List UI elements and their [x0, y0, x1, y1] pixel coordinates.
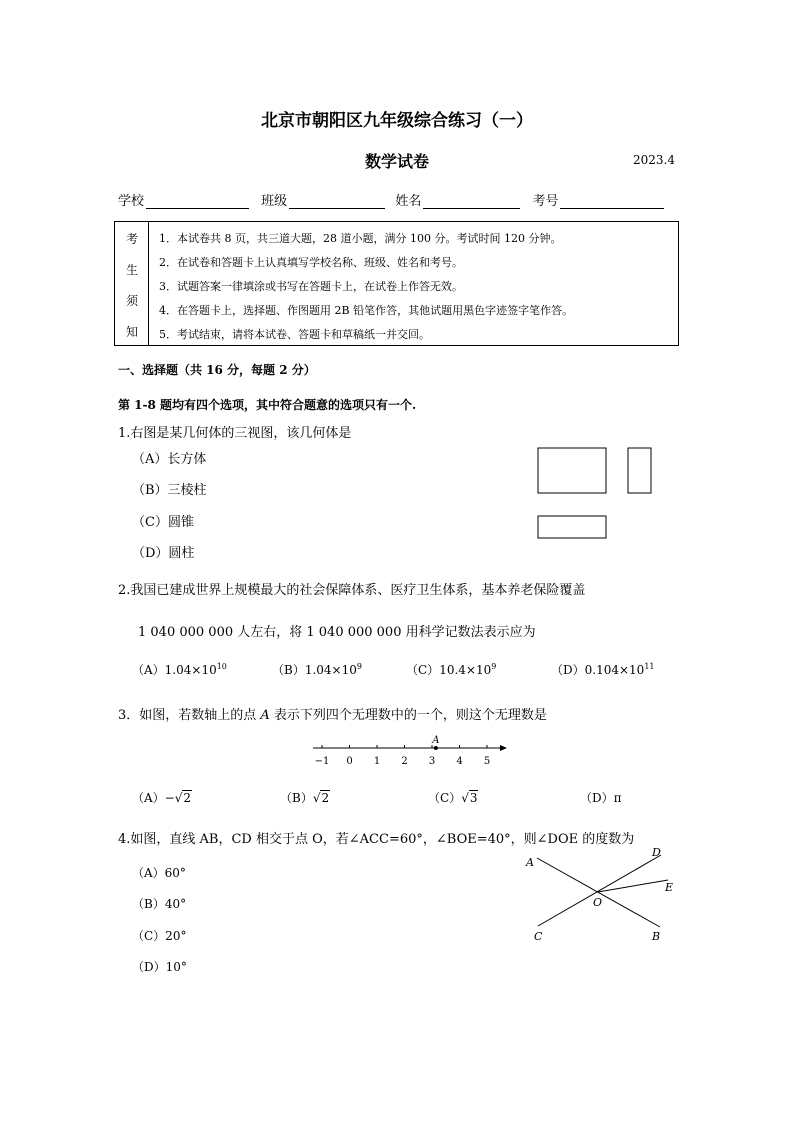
number-line-tick-label: −1: [314, 756, 330, 767]
q3-stem-part: 表示下列四个无理数中的一个，则这个无理数是: [269, 708, 547, 723]
q2-option-exp: 9: [356, 662, 362, 671]
exam-title: 北京市朝阳区九年级综合练习（一）: [261, 111, 533, 131]
q4-stem: 4.如图，直线 AB，CD 相交于点 O，若∠ACC=60°，∠BOE=40°，则∠DOE 的度数为: [118, 832, 635, 847]
line-ab: [537, 858, 660, 927]
q2-stem-2: 1 040 000 000 人左右，将 1 040 000 000 用科学记数法表示应为: [138, 625, 536, 640]
number-line-point-a: [434, 746, 438, 750]
q2-option-label: （C）: [406, 663, 440, 677]
ray-oe: [598, 880, 668, 892]
q3-point-label: A: [260, 708, 270, 723]
label-c: C: [534, 930, 543, 943]
field-class-label: 班级: [261, 194, 288, 209]
q3-number-line: [305, 730, 515, 770]
field-school-input[interactable]: [146, 194, 249, 209]
q4-option-b: （B）40°: [132, 897, 187, 911]
exam-subtitle: 数学试卷: [364, 152, 429, 171]
q3-option-radicand: 3: [469, 791, 478, 805]
q3-stem: [118, 704, 547, 723]
front-view-rect: [538, 448, 606, 493]
notice-label-char: 生: [125, 263, 138, 277]
q3-option-d: [580, 789, 622, 806]
notice-label: [115, 222, 149, 345]
notice-label-char: 考: [125, 232, 138, 246]
q3-option-prefix: π: [613, 791, 622, 805]
number-line-tick-label: 3: [428, 756, 436, 767]
number-line-point-a-label: A: [432, 735, 440, 746]
notice-box: [114, 221, 679, 346]
q2-option-exp: 11: [644, 662, 655, 671]
q3-option-b: （B）√2: [280, 791, 330, 805]
q2-option-base: 0.104×10: [584, 663, 645, 677]
line-cd: [538, 855, 661, 926]
section1-instruction: 第 1-8 题均有四个选项，其中符合题意的选项只有一个.: [118, 398, 417, 412]
q3-option-prefix: −: [164, 791, 175, 805]
q3-option-label: （D）: [580, 791, 614, 805]
q1-option-d: （D）圆柱: [132, 546, 195, 561]
number-line-tick-label: 5: [483, 756, 491, 767]
q2-option-exp: 9: [491, 662, 497, 671]
q3-option-radicand: 2: [183, 791, 192, 805]
q2-option-label: （D）: [551, 663, 585, 677]
q1-stem: 1.右图是某几何体的三视图，该几何体是: [118, 426, 352, 441]
field-class-input[interactable]: [289, 194, 385, 209]
q3-option-label: （C）: [428, 791, 462, 805]
number-line-arrow: [500, 745, 507, 751]
label-d: D: [652, 846, 661, 859]
number-line-tick-label: 4: [456, 756, 463, 767]
q2-stem: 2.我国已建成世界上规模最大的社会保障体系、医疗卫生体系，基本养老保险覆盖: [118, 583, 586, 598]
q3-stem-part: 3．如图，若数轴上的点: [118, 708, 261, 723]
section1-heading: 一、选择题（共 16 分，每题 2 分）: [118, 363, 316, 377]
notice-item: 4．在答题卡上，选择题、作图题用 2B 铅笔作答，其他试题用黑色字迹签字笔作答。: [159, 304, 574, 317]
info-fields-row: [118, 190, 664, 209]
q2-option-label: （B）: [272, 663, 305, 677]
q4-option-c: （C）20°: [132, 929, 187, 943]
q2-option-b: [272, 661, 362, 678]
label-o: O: [593, 896, 603, 909]
notice-label-char: 须: [125, 294, 138, 308]
field-number-input[interactable]: [560, 194, 664, 209]
label-a: A: [526, 856, 534, 869]
side-view-rect: [628, 448, 651, 493]
label-b: B: [652, 930, 661, 943]
q4-intersecting-lines-figure: [520, 840, 690, 950]
field-name-input[interactable]: [423, 194, 520, 209]
q4-option-a: （A）60°: [132, 866, 186, 880]
q3-option-label: （A）: [132, 791, 165, 805]
number-line-tick-label: 0: [346, 756, 353, 767]
q3-option-radicand: 2: [321, 791, 330, 805]
notice-item: 2．在试卷和答题卡上认真填写学校名称、班级、姓名和考号。: [159, 256, 463, 269]
notice-label-char: 知: [125, 325, 138, 339]
q1-option-c: （C）圆锥: [132, 515, 194, 530]
q4-option-d: （D）10°: [132, 960, 187, 974]
q1-three-view-figure: [530, 440, 670, 550]
top-view-rect: [538, 516, 606, 538]
q1-option-b: （B）三棱柱: [132, 483, 207, 498]
field-name-label: 姓名: [395, 194, 422, 209]
q2-option-d: [551, 661, 655, 678]
q3-option-label: （B）: [280, 791, 313, 805]
q3-option-c: （C）√3: [428, 791, 478, 805]
notice-item: 3．试题答案一律填涂或书写在答题卡上，在试卷上作答无效。: [159, 280, 463, 293]
notice-item: 1．本试卷共 8 页，共三道大题，28 道小题，满分 100 分。考试时间 120 分钟。: [159, 232, 562, 245]
q2-option-exp: 10: [216, 662, 227, 671]
q2-option-base: 1.04×10: [304, 663, 357, 677]
q3-option-a: （A）−√2: [132, 791, 192, 805]
q2-option-base: 1.04×10: [164, 663, 217, 677]
q2-option-label: （A）: [132, 663, 165, 677]
q2-option-base: 10.4×10: [439, 663, 492, 677]
q1-option-a: （A）长方体: [132, 452, 207, 467]
number-line-tick-label: 2: [401, 756, 408, 767]
number-line-tick-label: 1: [373, 756, 381, 767]
exam-date: 2023.4: [633, 153, 675, 167]
q2-option-a: [132, 661, 227, 678]
q2-option-c: [406, 661, 496, 678]
field-number-label: 考号: [532, 194, 559, 209]
notice-item: 5．考试结束，请将本试卷、答题卡和草稿纸一并交回。: [159, 328, 430, 341]
field-school-label: 学校: [118, 194, 145, 209]
label-e: E: [665, 881, 674, 894]
